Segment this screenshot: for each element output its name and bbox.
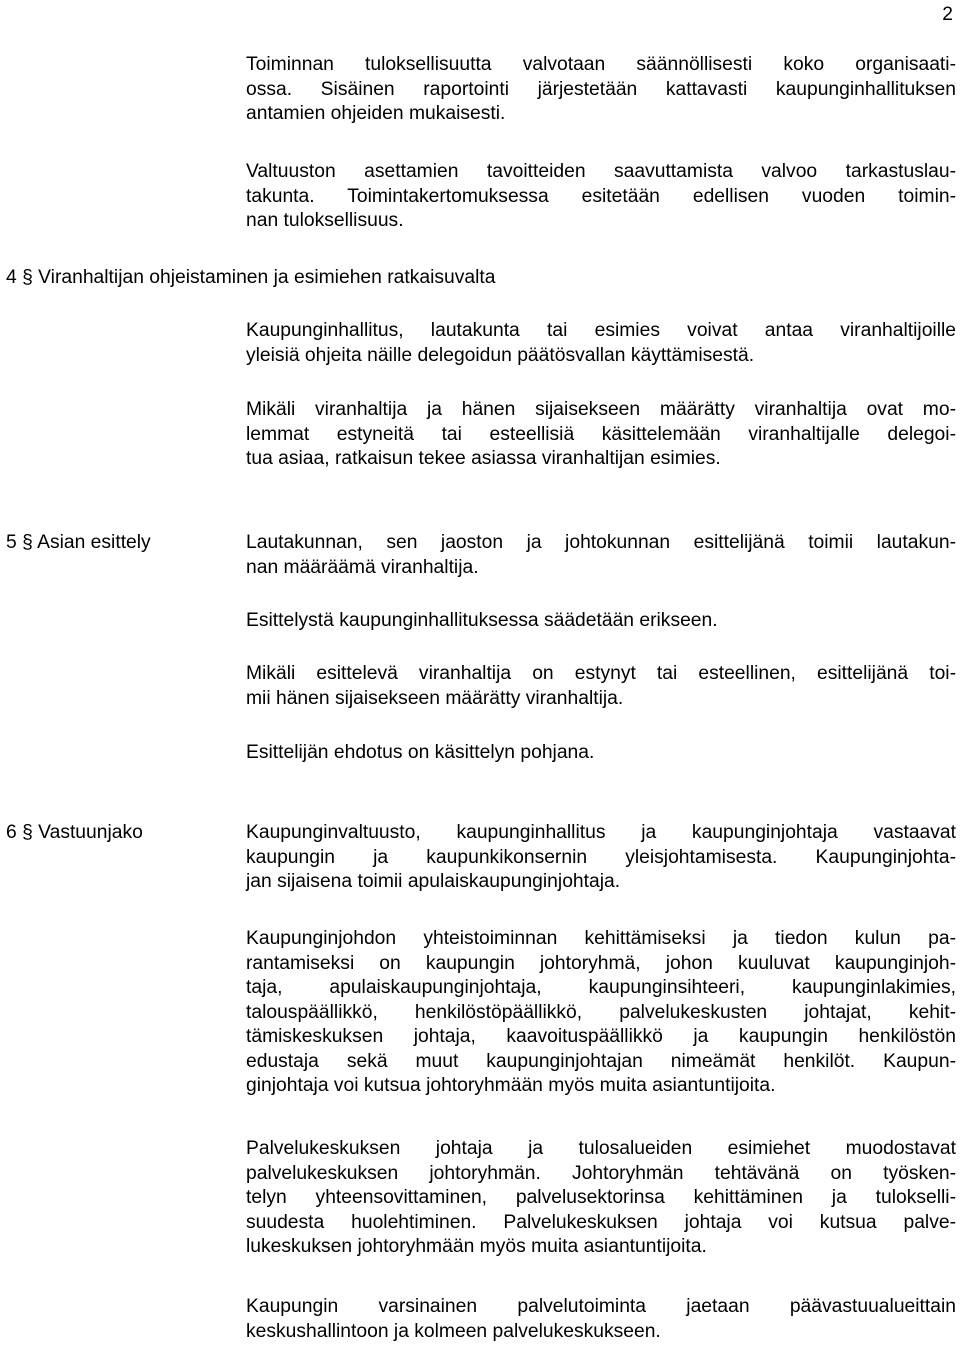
text-line: nan määräämä viranhaltija. [246,556,479,578]
section-6-paragraph-3 [246,1137,956,1260]
text-line: Kaupungin varsinainen palvelutoiminta jaetaan päävastuualueittain [246,1296,956,1317]
text-line: nan tuloksellisuus. [246,210,404,231]
text-line: Esittelijän ehdotus on käsittelyn pohjana. [246,742,595,763]
intro-paragraph-2 [246,160,956,234]
text-line: ginjohtaja voi kutsua johtoryhmään myös muita asiantuntijoita. [246,1075,776,1096]
section-5-paragraph-4 [246,741,956,766]
section-5-heading: 5 § Asian esittely [6,532,151,553]
text-line: rantamiseksi on kaupungin johtoryhmä, johon kuuluvat kaupunginjoh- [246,952,956,974]
text-line: Toiminnan tuloksellisuutta valvotaan säännöllisesti koko organisaati- [246,54,956,75]
text-line: edustaja sekä muut kaupunginjohtajan nimeämät henkilöt. Kaupun- [246,1050,956,1072]
text-line: lemmat estyneitä tai esteellisiä käsittelemään viranhaltijalle delegoi- [246,423,956,445]
section-4-paragraph-2 [246,398,956,472]
page-number: 2 [942,4,953,25]
text-line: jan sijaisena toimii apulaiskaupunginjohtaja. [246,871,621,892]
section-6-paragraph-4 [246,1295,956,1344]
text-line: Kaupunginvaltuusto, kaupunginhallitus ja kaupunginjohtaja vastaavat [246,822,956,843]
text-line: Valtuuston asettamien tavoitteiden saavuttamista valvoo tarkastuslau- [246,161,956,182]
text-line: Esittelystä kaupunginhallituksessa säädetään erikseen. [246,610,718,631]
text-line: kaupungin ja kaupunkikonsernin yleisjohtamisesta. Kaupunginjohta- [246,846,956,868]
section-6-paragraph-2 [246,927,956,1099]
text-line: Mikäli viranhaltija ja hänen sijaisekseen määrätty viranhaltija ovat mo- [246,399,956,420]
text-line: telyn yhteensovittaminen, palvelusektorinsa kehittäminen ja tulokselli- [246,1187,956,1208]
text-line: takunta. Toimintakertomuksessa esitetään edellisen vuoden toimin- [246,185,956,207]
text-line: Lautakunnan, sen jaoston ja johtokunnan esittelijänä toimii lautakun- [246,532,956,553]
intro-paragraph-1 [246,53,956,127]
section-4-paragraph-1 [246,319,956,368]
text-line: antamien ohjeiden mukaisesti. [246,103,506,124]
text-line: tämiskeskuksen johtaja, kaavoituspäällikkö ja kaupungin henkilöstön [246,1026,956,1047]
text-line: palvelukeskuksen johtoryhmän. Johtoryhmän tehtävänä on työsken- [246,1162,956,1184]
text-line: Kaupunginhallitus, lautakunta tai esimies voivat antaa viranhaltijoille [246,320,956,341]
text-line: keskushallintoon ja kolmeen palvelukeskukseen. [246,1320,661,1342]
text-line: ossa. Sisäinen raportointi järjestetään kattavasti kaupunginhallituksen [246,78,956,100]
section-6-heading: 6 § Vastuunjako [6,822,143,843]
text-line: suudesta huolehtiminen. Palvelukeskuksen johtaja voi kutsua palve- [246,1211,956,1233]
text-line: taja, apulaiskaupunginjohtaja, kaupunginsihteeri, kaupunginlakimies, [246,977,956,998]
text-line: Palvelukeskuksen johtaja ja tulosalueiden esimiehet muodostavat [246,1138,956,1159]
text-line: tua asiaa, ratkaisun tekee asiassa viranhaltijan esimies. [246,448,721,469]
section-6-paragraph-1 [246,821,956,895]
section-4-heading: 4 § Viranhaltijan ohjeistaminen ja esimiehen ratkaisuvalta [6,267,496,288]
section-5-paragraph-2 [246,609,956,634]
text-line: mii hänen sijaisekseen määrätty viranhaltija. [246,687,624,709]
text-line: lukeskuksen johtoryhmään myös muita asiantuntijoita. [246,1236,707,1257]
text-line: yleisiä ohjeita näille delegoidun päätösvallan käyttämisestä. [246,344,755,366]
section-5-paragraph-3 [246,662,956,711]
section-5-paragraph-1 [246,531,956,580]
text-line: talouspäällikkö, henkilöstöpäällikkö, palvelukeskusten johtajat, kehit- [246,1001,956,1023]
text-line: Kaupunginjohdon yhteistoiminnan kehittämiseksi ja tiedon kulun pa- [246,928,956,949]
text-line: Mikäli esittelevä viranhaltija on estynyt tai esteellinen, esittelijänä toi- [246,663,956,684]
